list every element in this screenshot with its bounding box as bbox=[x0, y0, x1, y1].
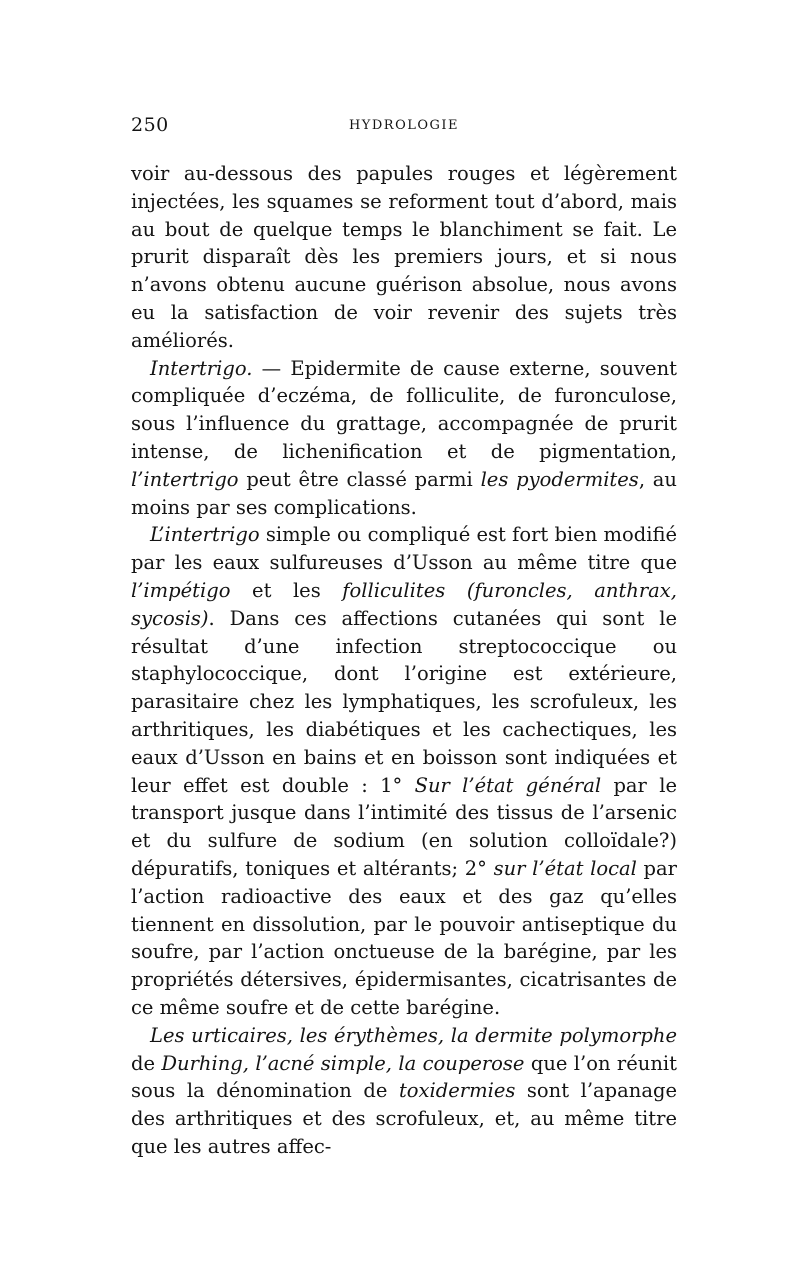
text-run: — Epidermite de cause externe, souvent compliquée d’eczéma, de folliculite, de furonculose, sous l’influence du grattage, accompagnée de prurit intense, de lichenification et de pigmentation, bbox=[131, 356, 677, 463]
italic-text: les pyodermites bbox=[480, 467, 639, 491]
italic-text: toxidermies bbox=[398, 1079, 516, 1103]
italic-text: sur l’état local bbox=[493, 856, 637, 880]
italic-text: L’intertrigo bbox=[150, 523, 260, 547]
text-run: par l’action radioactive des eaux et des gaz qu’elles tiennent en dissolution, par le pouvoir antiseptique du soufre, par l’action onctueuse de la barégine, par les propriétés détersives, épidermisantes, cicatrisantes de ce même soufre et de cette barégine. bbox=[131, 856, 677, 1019]
italic-text: l’intertrigo bbox=[131, 467, 239, 491]
text-run: simple ou compliqué est fort bien modifié par les eaux sulfureuses d’Usson au même titre que bbox=[131, 523, 677, 575]
text-run: peut être classé parmi bbox=[238, 467, 481, 491]
text-run: que l’on réunit sous la dénomination de bbox=[131, 1051, 677, 1103]
text-run: par le transport jusque dans l’intimité des tissus de l’arsenic et du sulfure de sodium (en solution colloïdale?) dépuratifs, toniques et altérants; 2° bbox=[131, 773, 677, 880]
text-run: sont l’apanage des arthritiques et des scrofuleux, et, au même titre que les autres affec- bbox=[131, 1079, 677, 1158]
running-head bbox=[131, 114, 677, 142]
text-run: . Dans ces affections cutanées qui sont le résultat d’une infection streptococcique ou staphylococcique, dont l’origine est extérieure, parasitaire chez les lymphatiques, les scrofuleux, les arthritiques, les diabétiques et les cachectiques, les eaux d’Usson en bains et en boisson sont indiquées et leur effet est double : 1° bbox=[131, 606, 677, 797]
paragraph bbox=[131, 521, 677, 1021]
page-number: 250 bbox=[131, 114, 169, 136]
paragraph bbox=[131, 160, 677, 355]
italic-text: Durhing, l’acné simple, la couperose bbox=[161, 1051, 525, 1075]
text-run: de bbox=[131, 1051, 162, 1075]
text-run: voir au-dessous des papules rouges et légèrement injectées, les squames se reforment tout d’abord, mais au bout de quelque temps le blanchiment se fait. Le prurit disparaît dès les premiers jours, et si nous n’avons obtenu aucune guérison absolue, nous avons eu la satisfaction de voir revenir des sujets très améliorés. bbox=[131, 162, 677, 352]
italic-text: Les urticaires, les érythèmes, la dermite polymorphe bbox=[150, 1023, 677, 1047]
paragraph bbox=[131, 1022, 677, 1161]
italic-text: Intertrigo. bbox=[150, 356, 253, 380]
body-text bbox=[131, 160, 677, 1161]
text-run: et les bbox=[230, 578, 343, 602]
running-title: HYDROLOGIE bbox=[348, 118, 460, 133]
italic-text: Sur l’état général bbox=[414, 773, 602, 797]
italic-text: folliculites (furoncles, anthrax, sycosis) bbox=[131, 578, 677, 630]
text-run: , au moins par ses complications. bbox=[131, 467, 677, 519]
italic-text: l’impétigo bbox=[131, 578, 231, 602]
paragraph bbox=[131, 355, 677, 522]
